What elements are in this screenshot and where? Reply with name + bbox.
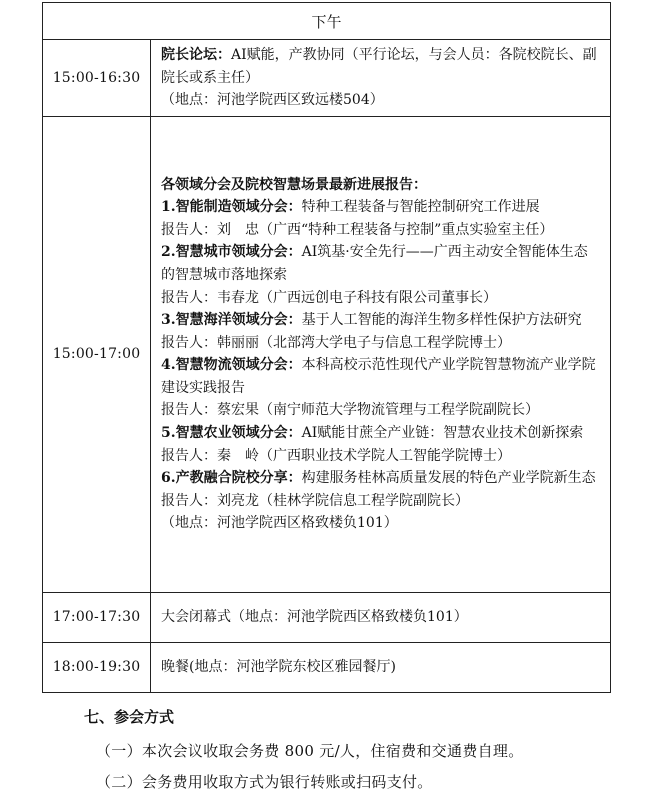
topic-line: 1.智能制造领域分会：特种工程装备与智能控制研究工作进展 — [161, 199, 540, 216]
location-line: （地点：河池学院西区致远楼504） — [161, 92, 384, 109]
time-cell: 15:00-17:00 — [43, 116, 151, 592]
speaker-line: 报告人：刘 忠（广西“特种工程装备与控制”重点实验室主任） — [161, 221, 554, 238]
table-header: 下午 — [43, 3, 611, 40]
table-row — [43, 116, 611, 592]
time-cell: 15:00-16:30 — [43, 40, 151, 117]
topic-line: 5.智慧农业领域分会：AI赋能甘蔗全产业链：智慧农业技术创新探索 — [161, 425, 584, 442]
table-row — [43, 40, 611, 117]
topic-line: 4.智慧物流领域分会：本科高校示范性现代产业学院智慧物流产业学院建设实践报告 — [161, 357, 596, 396]
content-cell: 晚餐(地点：河池学院东校区雅园餐厅) — [151, 642, 611, 692]
speaker-line: 报告人：秦 岭（广西职业技术学院人工智能学院博士） — [161, 447, 511, 464]
speaker-line: 报告人：刘亮龙（桂林学院信息工程学院副院长） — [161, 492, 469, 509]
content-cell — [151, 116, 611, 592]
speaker-line: 报告人：韩丽丽（北部湾大学电子与信息工程学院博士） — [161, 334, 511, 351]
table-row — [43, 642, 611, 692]
schedule-table — [42, 2, 611, 693]
paragraph: （一）本次会议收取会务费 800 元/人，住宿费和交通费自理。 — [96, 742, 524, 760]
location-line: （地点：河池学院西区格致楼负101） — [161, 515, 398, 532]
topic-line: 2.智慧城市领域分会：AI筑基·安全先行——广西主动安全智能体生态的智慧城市落地探索 — [161, 244, 588, 283]
topic-line: 3.智慧海洋领域分会：基于人工智能的海洋生物多样性保护方法研究 — [161, 312, 582, 329]
content-heading: 各领域分会及院校智慧场景最新进展报告： — [161, 176, 427, 193]
table-header-row — [43, 3, 611, 40]
content-cell — [151, 40, 611, 117]
content-cell: 大会闭幕式（地点：河池学院西区格致楼负101） — [151, 592, 611, 642]
content-line: 院长论坛：AI赋能，产教协同（平行论坛，与会人员：各院校院长、副院长或系主任） — [161, 47, 597, 86]
speaker-line: 报告人：韦春龙（广西远创电子科技有限公司董事长） — [161, 289, 497, 306]
paragraph: （二）会务费用收取方式为银行转账或扫码支付。 — [96, 773, 433, 791]
speaker-line: 报告人：蔡宏果（南宁师范大学物流管理与工程学院副院长） — [161, 402, 539, 419]
section-heading: 七、参会方式 — [84, 708, 175, 726]
table-row — [43, 592, 611, 642]
time-cell: 18:00-19:30 — [43, 642, 151, 692]
time-cell: 17:00-17:30 — [43, 592, 151, 642]
topic-line: 6.产教融合院校分享：构建服务桂林高质量发展的特色产业学院新生态 — [161, 470, 596, 487]
